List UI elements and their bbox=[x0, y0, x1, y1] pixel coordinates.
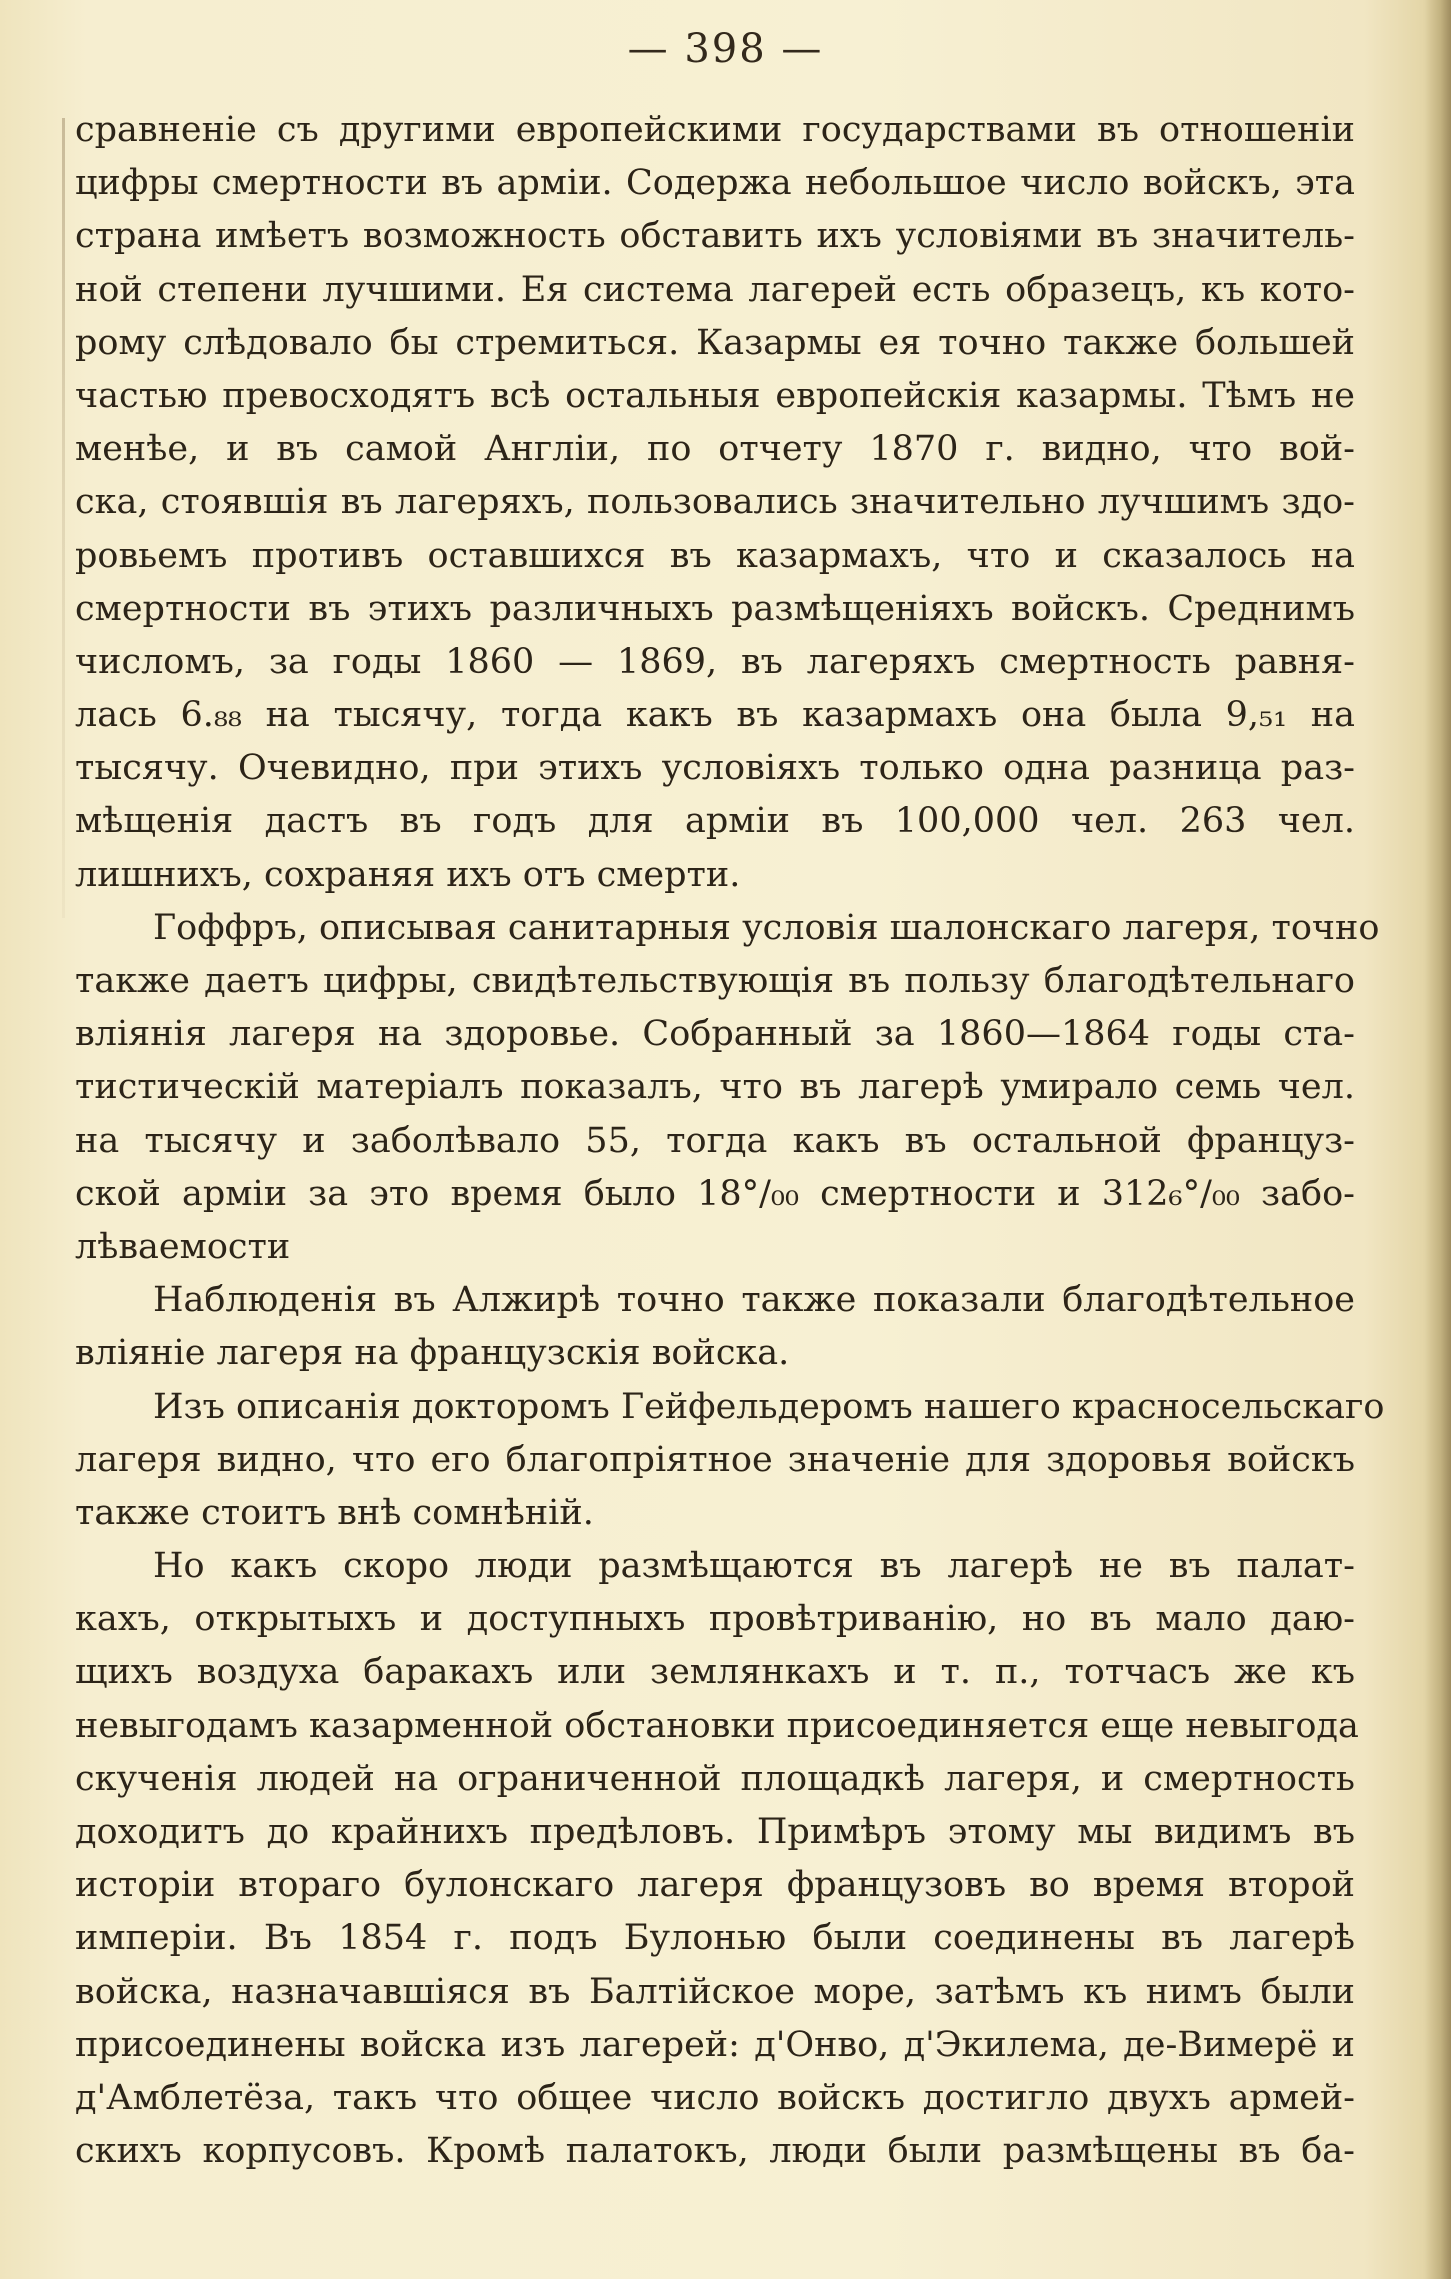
text-line: вліяніе лагеря на французскія войска. bbox=[75, 1333, 790, 1374]
text-line: лишнихъ, сохраняя ихъ отъ смерти. bbox=[75, 854, 741, 895]
text-line: ровьемъ противъ оставшихся въ казармахъ, что и сказалось на bbox=[75, 535, 1355, 576]
body-text bbox=[75, 104, 1385, 2178]
text-line: исторіи втораго булонскаго лагеря французовъ во время второй bbox=[75, 1865, 1355, 1906]
text-line: Гоффръ, описывая санитарныя условія шалонскаго лагеря, точно bbox=[153, 907, 1380, 948]
text-line: менѣе, и въ самой Англіи, по отчету 1870 г. видно, что вой- bbox=[75, 429, 1355, 470]
text-line: присоединены войска изъ лагерей: д'Онво, д'Экилема, де-Вимерё и bbox=[75, 2024, 1355, 2065]
text-line: тысячу. Очевидно, при этихъ условіяхъ только одна разница раз- bbox=[75, 748, 1355, 789]
text-line: рому слѣдовало бы стремиться. Казармы ея точно также большей bbox=[75, 322, 1355, 363]
text-line: ска, стоявшія въ лагеряхъ, пользовались значительно лучшимъ здо- bbox=[75, 482, 1355, 523]
text-line: ской арміи за это время было 18°/₀₀ смертности и 312₆°/₀₀ забо- bbox=[75, 1173, 1355, 1214]
text-line: щихъ воздуха баракахъ или землянкахъ и т. п., тотчасъ же къ bbox=[75, 1652, 1355, 1693]
text-line: лѣваемости bbox=[75, 1226, 291, 1267]
text-line: частью превосходятъ всѣ остальныя европейскія казармы. Тѣмъ не bbox=[75, 375, 1355, 416]
margin-rule bbox=[62, 118, 65, 918]
page-number: — 398 — bbox=[627, 26, 824, 72]
text-line: ной степени лучшими. Ея система лагерей есть образецъ, къ кото- bbox=[75, 269, 1355, 310]
text-line: страна имѣетъ возможность обставить ихъ условіями въ значитель- bbox=[75, 216, 1355, 257]
text-line: также стоитъ внѣ сомнѣній. bbox=[75, 1492, 594, 1533]
text-line: скихъ корпусовъ. Кромѣ палатокъ, люди были размѣщены въ ба- bbox=[75, 2131, 1355, 2172]
text-line: на тысячу и заболѣвало 55, тогда какъ въ остальной француз- bbox=[75, 1120, 1355, 1161]
text-line: цифры смертности въ арміи. Содержа небольшое число войскъ, эта bbox=[75, 163, 1355, 204]
text-line: сравненіе съ другими европейскими государствами въ отношеніи bbox=[75, 110, 1355, 150]
text-line: скученія людей на ограниченной площадкѣ лагеря, и смертность bbox=[75, 1758, 1355, 1799]
text-line: Но какъ скоро люди размѣщаются въ лагерѣ не въ палат- bbox=[153, 1546, 1355, 1587]
text-line: вліянія лагеря на здоровье. Собранный за 1860—1864 годы ста- bbox=[75, 1014, 1355, 1055]
text-line: доходитъ до крайнихъ предѣловъ. Примѣръ этому мы видимъ въ bbox=[75, 1812, 1355, 1852]
text-line: невыгодамъ казарменной обстановки присоединяется еще невыгода bbox=[75, 1705, 1359, 1746]
binding-shadow bbox=[1425, 0, 1451, 2279]
text-line: тистическій матеріалъ показалъ, что въ лагерѣ умирало семь чел. bbox=[75, 1067, 1355, 1108]
text-line: Изъ описанія докторомъ Гейфельдеромъ нашего красносельскаго bbox=[153, 1386, 1385, 1427]
text-line: мѣщенія дастъ въ годъ для арміи въ 100,000 чел. 263 чел. bbox=[75, 801, 1355, 842]
text-line: войска, назначавшіяся въ Балтійское море, затѣмъ къ нимъ были bbox=[75, 1971, 1355, 2012]
text-line: д'Амблетёза, такъ что общее число войскъ достигло двухъ армей- bbox=[75, 2077, 1355, 2118]
text-line: смертности въ этихъ различныхъ размѣщеніяхъ войскъ. Среднимъ bbox=[75, 588, 1355, 629]
text-line: числомъ, за годы 1860 — 1869, въ лагеряхъ смертность равня- bbox=[75, 641, 1355, 682]
text-line: лагеря видно, что его благопріятное значеніе для здоровья войскъ bbox=[75, 1439, 1355, 1480]
text-line: лась 6.₈₈ на тысячу, тогда какъ въ казармахъ она была 9,₅₁ на bbox=[75, 695, 1355, 736]
text-line: также даетъ цифры, свидѣтельствующія въ пользу благодѣтельнаго bbox=[75, 961, 1355, 1001]
text-line: кахъ, открытыхъ и доступныхъ провѣтриванію, но въ мало даю- bbox=[75, 1599, 1355, 1640]
text-line: Наблюденія въ Алжирѣ точно также показали благодѣтельное bbox=[153, 1280, 1355, 1321]
text-line: имперіи. Въ 1854 г. подъ Булонью были соединены въ лагерѣ bbox=[75, 1918, 1355, 1959]
